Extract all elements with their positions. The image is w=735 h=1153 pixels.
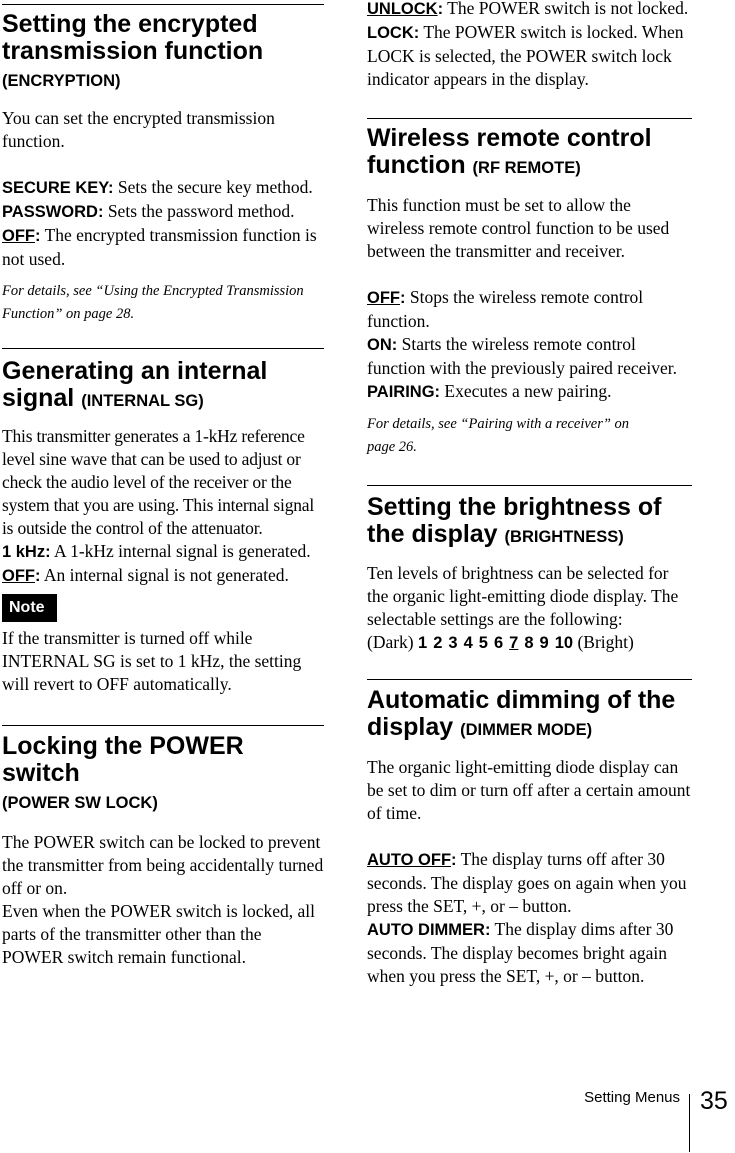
section-intro-2: Even when the POWER switch is locked, all parts of the transmitter other than the POWER switch remain functional. xyxy=(2,901,315,967)
option-off-default: OFF: Stops the wireless remote control function. xyxy=(367,287,644,331)
option-secure-key: SECURE KEY: Sets the secure key method. xyxy=(2,177,313,197)
section-subtitle: (RF REMOTE) xyxy=(472,159,581,177)
brightness-level-5: 5 xyxy=(478,634,488,652)
brightness-level-9: 9 xyxy=(539,634,549,652)
section-title: Wireless remote control function (RF REMOTE) xyxy=(367,124,652,179)
brightness-level-1: 1 xyxy=(418,634,428,652)
section-rf-remote xyxy=(367,91,692,459)
section-subtitle: (POWER SW LOCK) xyxy=(2,794,158,812)
section-power-sw-lock-continued xyxy=(367,0,692,91)
reference-note: For details, see “Pairing with a receiver” on page 26. xyxy=(367,416,630,455)
section-intro: This transmitter generates a 1-kHz reference level sine wave that can be used to adjust or check the audio level of the receiver or the system that you are using. This internal signal is outside the control of the attenuator. xyxy=(2,426,315,538)
section-subtitle: (BRIGHTNESS) xyxy=(504,528,624,546)
section-title: Automatic dimming of the display (DIMMER MODE) xyxy=(367,686,676,741)
page-number: 35 xyxy=(700,1087,728,1115)
section-intro: You can set the encrypted transmission function. xyxy=(2,108,275,151)
section-title: Setting the encrypted transmission function (ENCRYPTION) xyxy=(2,10,264,90)
section-rule xyxy=(2,348,324,349)
option-auto-dimmer: AUTO DIMMER: The display dims after 30 seconds. The display becomes bright again when you press the SET, +, or – button. xyxy=(367,919,674,986)
brightness-level-8: 8 xyxy=(524,634,534,652)
section-rule xyxy=(367,118,692,119)
note-text: If the transmitter is turned off while INTERNAL SG is set to 1 kHz, the setting will revert to OFF automatically. xyxy=(2,628,302,694)
section-rule xyxy=(2,4,324,5)
section-rule xyxy=(367,679,692,680)
option-password: PASSWORD: Sets the password method. xyxy=(2,201,295,221)
section-dimmer-mode xyxy=(367,655,692,988)
reference-note: For details, see “Using the Encrypted Transmission Function” on page 28. xyxy=(2,283,304,322)
dark-label: (Dark) xyxy=(367,632,414,652)
section-intro: The POWER switch can be locked to prevent the transmitter from being accidentally turned off or on. xyxy=(2,832,324,898)
section-title: Setting the brightness of the display (BRIGHTNESS) xyxy=(367,493,662,548)
section-intro: The organic light-emitting diode display can be set to dim or turn off after a certain amount of time. xyxy=(367,757,691,823)
brightness-level-6: 6 xyxy=(493,634,504,652)
section-title: Locking the POWER switch (POWER SW LOCK) xyxy=(2,732,244,812)
bright-label: (Bright) xyxy=(577,632,634,652)
brightness-level-4: 4 xyxy=(463,634,473,652)
option-1khz: 1 kHz: A 1-kHz internal signal is generated. xyxy=(2,541,311,561)
section-rule xyxy=(367,485,692,486)
section-title: Generating an internal signal (INTERNAL SG) xyxy=(2,357,268,412)
footer-divider xyxy=(689,1094,690,1152)
option-off-default: OFF: An internal signal is not generated. xyxy=(2,565,289,585)
option-lock: LOCK: The POWER switch is locked. When LOCK is selected, the POWER switch lock indicator appears in the display. xyxy=(367,22,684,89)
section-subtitle: (ENCRYPTION) xyxy=(2,72,121,90)
footer-section-label: Setting Menus xyxy=(584,1089,680,1106)
option-auto-off-default: AUTO OFF: The display turns off after 30 seconds. The display goes on again when you press the SET, +, or – button. xyxy=(367,849,687,916)
section-power-sw-lock xyxy=(2,696,324,969)
section-encryption xyxy=(2,0,324,326)
brightness-scale xyxy=(367,631,692,655)
brightness-level-3: 3 xyxy=(448,634,458,652)
option-unlock-default: UNLOCK: The POWER switch is not locked. xyxy=(367,0,689,18)
left-column xyxy=(2,0,324,969)
brightness-levels xyxy=(418,632,573,652)
option-pairing: PAIRING: Executes a new pairing. xyxy=(367,381,612,401)
brightness-level-7: 7 xyxy=(509,634,519,652)
note-badge: Note xyxy=(2,594,57,622)
section-intro: This function must be set to allow the wireless remote control function to be used between the transmitter and receiver. xyxy=(367,195,670,261)
right-column xyxy=(367,0,692,988)
option-on: ON: Starts the wireless remote control function with the previously paired receiver. xyxy=(367,334,678,378)
section-subtitle: (DIMMER MODE) xyxy=(460,721,593,739)
brightness-level-10: 10 xyxy=(554,634,574,652)
section-intro: Ten levels of brightness can be selected for the organic light-emitting diode display. The selectable settings are the following: xyxy=(367,563,679,629)
option-off-default: OFF: The encrypted transmission function is not used. xyxy=(2,225,317,269)
section-rule xyxy=(2,725,324,726)
brightness-level-2: 2 xyxy=(433,634,443,652)
section-brightness xyxy=(367,459,692,655)
section-subtitle: (INTERNAL SG) xyxy=(81,392,204,410)
section-internal-sg xyxy=(2,326,324,696)
